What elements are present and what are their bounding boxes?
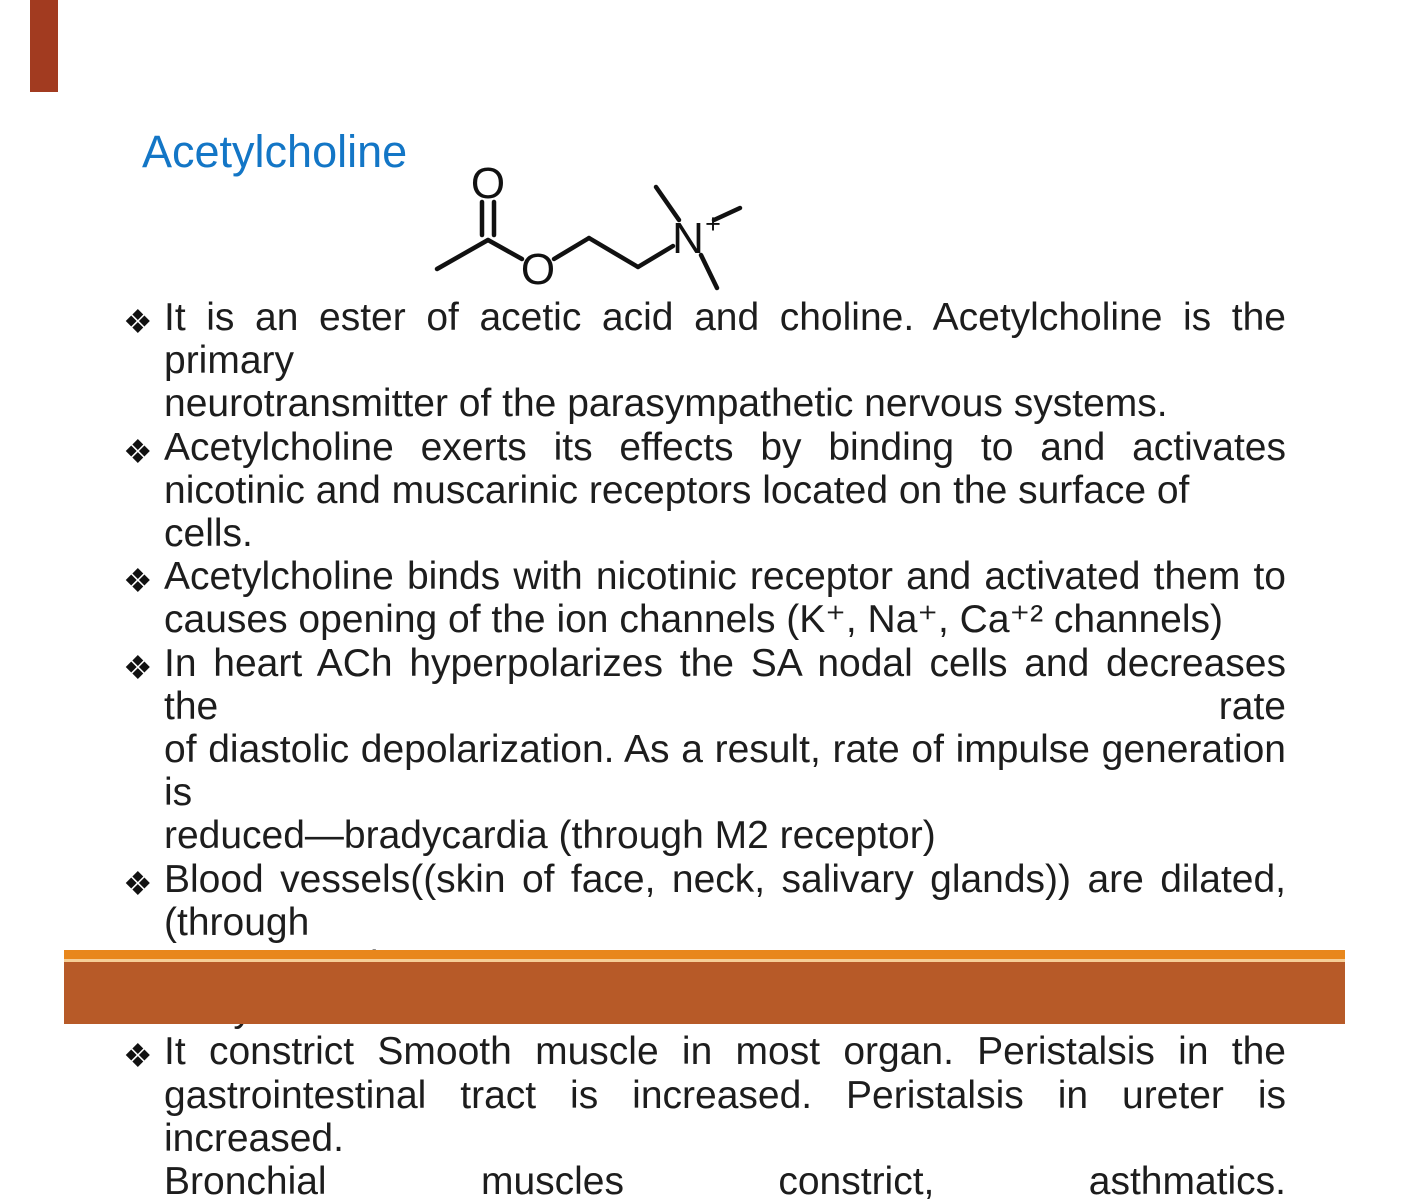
bullet-glyph: ❖ — [123, 562, 153, 600]
bottom-accent-band — [64, 950, 1345, 1024]
bullet-item — [123, 555, 1286, 641]
slide-title: Acetylcholine — [142, 126, 408, 178]
bullet-item — [123, 1030, 1286, 1203]
bullet-text-line: causes opening of the ion channels (K⁺, Na⁺, Ca⁺² channels) — [164, 598, 1224, 642]
nitrogen-label: N — [672, 214, 704, 263]
bond-ch2-ch2 — [589, 238, 638, 267]
ester-oxygen-label: O — [520, 245, 556, 294]
bullet-text-line: of diastolic depolarization. As a result, rate of impulse generation is — [164, 728, 1286, 815]
bottom-band-orange-strip — [64, 950, 1345, 959]
bullet-text-line: neurotransmitter of the parasympathetic nervous systems. — [164, 382, 1168, 426]
bullet-text-line: Acetylcholine exerts its effects by binding to and activates — [164, 425, 1286, 469]
bond-carbonyl-esterO — [488, 240, 522, 259]
top-left-accent-bar — [30, 0, 58, 92]
bond-ch2-n — [638, 246, 673, 267]
bullet-text-line: In heart ACh hyperpolarizes the SA nodal cells and decreases the rate — [164, 641, 1286, 728]
bond-esterO-ch2 — [554, 238, 589, 259]
bullet-text-line: reduced—bradycardia (through M2 receptor) — [164, 814, 936, 858]
bullet-text-line: It is an ester of acetic acid and choline. Acetylcholine is the primary — [164, 296, 1286, 383]
bullet-item — [123, 296, 1286, 426]
bullet-glyph: ❖ — [123, 432, 153, 470]
carbonyl-oxygen-label: O — [470, 159, 506, 208]
bullet-text-line: Acetylcholine binds with nicotinic receptor and activated them to — [164, 555, 1286, 599]
nitrogen-charge-label: + — [705, 209, 721, 239]
bullet-glyph: ❖ — [123, 648, 153, 686]
bullet-text-line: It constrict Smooth muscle in most organ. Peristalsis in the — [164, 1030, 1286, 1074]
bullet-item — [123, 426, 1286, 556]
bullet-text-line: Bronchial muscles constrict, asthmatics. — [164, 1160, 1286, 1203]
bullet-text-line: Blood vessels((skin of face, neck, salivary glands)) are dilated, (through — [164, 857, 1286, 944]
bullet-list — [123, 296, 1286, 1203]
bullet-text-line: gastrointestinal tract is increased. Peristalsis in ureter is increased. — [164, 1073, 1286, 1160]
bond-methyl-carbonyl — [437, 240, 488, 269]
bullet-glyph: ❖ — [123, 1037, 153, 1075]
bullet-item — [123, 642, 1286, 858]
bullet-glyph: ❖ — [123, 303, 153, 340]
bullet-glyph: ❖ — [123, 864, 153, 902]
bullet-text-line: nicotinic and muscarinic receptors located on the surface of cells. — [164, 468, 1190, 556]
acetylcholine-structure-diagram — [425, 158, 755, 303]
bottom-band-rust-strip — [64, 962, 1345, 1024]
